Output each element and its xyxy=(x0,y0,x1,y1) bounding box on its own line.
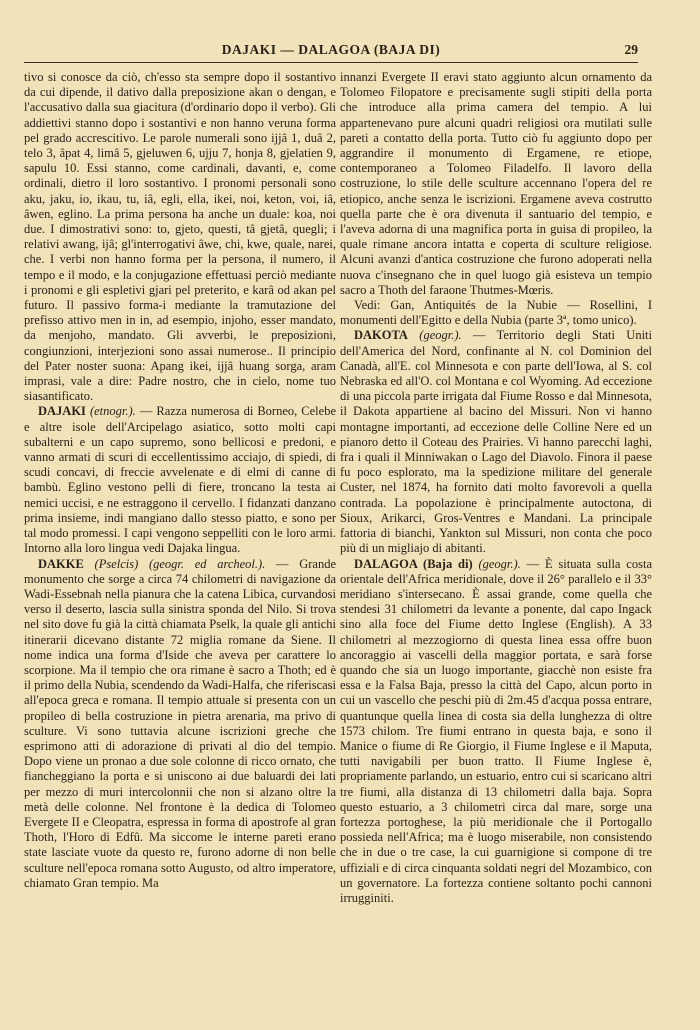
paragraph-text: Vedi: Gan, Antiquités de la Nubie — Rosellini, I monumenti dell'Egitto e della Nubia (parte 3ª, tomo unico). xyxy=(340,298,652,328)
entry-text: — Territorio degli Stati Uniti dell'America del Nord, confinante al N. col Dominion del Canadà, all'E. col Minnesota e con parte dell'Iowa, al S. col Nebraska ed all'O. col Montana e col Wyoming. Ad eccezione di una piccola parte irrigata dal Fiume Rosso e dal Minnesota, il Dakota appartiene al bacino del Missuri. Non vi hanno montagne importanti, ad eccezione delle Colline Nere ed un pianoro detto il Coteau des Prairies. Vi hanno parecchi laghi, fra i quali il Minniwakan o Lago del Diavolo. Finora il paese fu poco esplorato, ma la spedizione militare del generale Custer, nel 1874, ha fornito dati molto favorevoli a quella contrada. La popolazione è principalmente autoctona, di Sioux, Arikarci, Gros-Ventres e Mandani. La principale fattoria di bianchi, Yankton sul Missuri, non conta che poco più di un migliajo di abitanti. xyxy=(340,328,653,556)
references-paragraph xyxy=(340,298,652,328)
entry-text: — Razza numerosa di Borneo, Celebe e altre isole dell'Arcipelago asiatico, sotto molti capi subalterni e un capo supremo, sono bellicosi e predoni, e vanno armati di scuri di eccellentissimo acciajo, di spiedi, di scudi concavi, di freccie avvelenate e di elmi di canne di bambù. Eglino vestono pelli di fiere, troncano la testa ai nemici uccisi, e ne estraggono il cervello. I fidanzati danzano prima insieme, indi mangiano dallo stesso piatto, e sono per tal modo promessi. I capi vengono seppelliti con le loro armi. Intorno alla loro lingua vedi Dajaka lingua. xyxy=(24,404,337,556)
entry-headword: DAKOTA xyxy=(354,328,408,343)
page-header-title: DAJAKI — DALAGOA (BAJA DI) xyxy=(221,42,441,57)
entry-text: — È situata sulla costa orientale dell'Africa meridionale, dove il 26° parallelo e il 33° meridiano s'intersecano. È assai grande, come quella che stendesi 31 chilometri da levante a ponente, dal capo Ingack sino alla foce del Fiume detto Inglese (English). A 33 chilometri al mezzogiorno di questa linea essa offre buon ancoraggio ai vascelli della maggior portata, e sarà forse quando che sia un luogo importante, giacchè non esiste fra essa e la Falsa Baja, presso la città del Capo, alcun porto in cui un vascello che peschi più di 2m.45 d'acqua possa entrare, quantunque quella linea di costa sia della lunghezza di oltre 1573 chilom. Tre fiumi entrano in questa baja, e sono il Manice o fiume di Re Giorgio, il Fiume Inglese e il Maputa, tutti navigabili per buon tratto. Il Fiume Inglese è, propriamente parlando, un estuario, entro cui si scaricano altri tre fiumi, alla distanza di 13 chilometri dalla baja. Sopra questo estuario, a 3 chilometri circa dal mare, sorge una fortezza portoghese, la più meridionale che il Portogallo possieda nell'Africa; ma è luogo miserabile, non consistendo che in due o tre case, la cui guarnigione si compone di tre uffiziali e di circa cinquanta soldati negri del Mozambico, con un governatore. La fortezza contiene soltanto pochi cannoni irrugginiti. xyxy=(340,556,652,905)
entry-label: (geogr.). xyxy=(419,328,462,343)
entry-dalagoa xyxy=(340,557,652,907)
entry-dakke xyxy=(24,557,336,891)
continued-paragraph xyxy=(340,70,652,298)
paragraph-text: tivo si conosce da ciò, ch'esso sta sempre dopo il sostantivo da cui dipende, il dativo dalla preposizione akan o dengan, e l'accusativo dalla sua giacitura (d'ordinario dopo il verbo). Gli addiettivi stanno dopo i sostantivi e non hanno veruna forma pel grado accrescitivo. Le parole numerali sono ijjâ 1, duâ 2, telo 3, âpat 4, limâ 5, gjeluwen 6, ujju 7, honja 8, gjelatien 9, sapulu 10. Essi stanno, come cardinali, davanti, e, come ordinali, dietro il loro sostantivo. I pronomi personali sono aku, jaku, io, ikau, tu, iâ, egli, ella, ikei, noi, keton, voi, iâ, âwen, eglino. La prima persona ha anche un duale: koa, noi due. I dimostrativi sono: to, gjeto, questi, tâ gjetâ, quegli; i relativi awang, ijâ; gl'interrogativi âwe, chi, kwe, quale, narei, che. I verbi non hanno forma per la persona, il numero, il tempo e il modo, e la conjugazione effettuasi perciò mediante i pronomi e gli espletivi gjari pel preterito, e karâ od akan pel futuro. Il passivo forma-i mediante la tramutazione del prefisso attivo men in in, ad esempio, injoho, esser mandato, da menjoho, mandato. Gli avverbi, le preposizioni, congiunzioni, interjezioni sono assai numerose.. Il principio del Pater noster suona: Apang ikei, ijjâ huang sorga, aram imprasi, vale a dire: Padre nostro, che in cielo, nome tuo siasantificato. xyxy=(24,70,336,404)
continued-paragraph xyxy=(24,70,336,404)
left-column xyxy=(24,70,336,891)
entry-headword: DAJAKI xyxy=(38,404,86,419)
entry-headword: DAKKE xyxy=(38,556,84,571)
entry-label: (etnogr.). xyxy=(89,404,136,419)
running-header xyxy=(24,42,638,63)
entry-label: (geogr.). xyxy=(478,556,521,571)
entry-label: (Pselcis) (geogr. ed archeol.). xyxy=(94,556,266,571)
entry-dajaki xyxy=(24,404,336,556)
page-number: 29 xyxy=(624,42,638,57)
entry-text: — Grande monumento che sorge a circa 74 chilometri di navigazione da Wadi-Essebnah nella pianura che la catena Libica, curvandosi verso il deserto, lascia sulla sinistra sponda del Nilo. Si trova nel sito dove fu già la città chiamata Pselk, la quale gli antichi itinerarii dicevano distante 72 miglia romane da Siene. Il nome indica una forma d'Iside che aveva per carattere lo scorpione. Ma il tempio che ora rimane è sacro a Thoth; ed è il primo della Nubia, scendendo da Wadi-Halfa, che riferiscasi all'epoca greca e romana. Il tempio attuale si presenta con un propileo di bella costruzione in pietra arenaria, ma privo di sculture. Vi sono tuttavia alcune iscrizioni greche che esprimono atti di adorazione di privati al dio del tempio. Dopo viene un pronao a due sole colonne di ricco ornato, che fiancheggiano la porta e si uniscono ai due baluardi dei lati per mezzo di muri intercolonnii che non si alzano oltre la metà delle colonne. Nel frontone è la dedica di Tolomeo Evergete II e Cleopatra, espressa in forma di apostrofe al gran Thoth, l'Horo di Edfû. Ma siccome le interne pareti erano state lasciate vuote da questo re, furono adorne di non belle sculture nell'epoca romana sotto Augusto, od altro imperatore, chiamato Gran tempio. Ma xyxy=(24,556,336,890)
entry-dakota xyxy=(340,328,652,556)
right-column xyxy=(340,70,652,906)
paragraph-text: innanzi Evergete II eravi stato aggiunto alcun ornamento da Tolomeo Filopatore e precisamente sugli stipiti della porta che introduce alla prima camera del tempio. A lui appartenevano pure alcuni quadri religiosi ora mutilati sulle pareti a contatto della porta. Tutto ciò fu aggiunto dopo per aggrandire il monumento di Ergamene, re etiope, contemporaneo a Tolomeo Filadelfo. Il lavoro della costruzione, lo stile delle sculture accennano l'opera del re etiopico, anche senza le iscrizioni. Ergamene aveva costrutto quella parte che è ora divenuta il santuario del tempio, e l'aveva adorna di una magnifica porta in guisa di propileo, la quale rimane ancora intatta e coperta di sculture religiose. Alcuni avanzi d'antica costruzione che furono adoperati nella nuova c'insegnano che in quel luogo già esisteva un tempio sacro a Thoth del faraone Thutmes-Mœris. xyxy=(340,70,652,297)
entry-headword: DALAGOA (Baja di) xyxy=(354,556,473,571)
